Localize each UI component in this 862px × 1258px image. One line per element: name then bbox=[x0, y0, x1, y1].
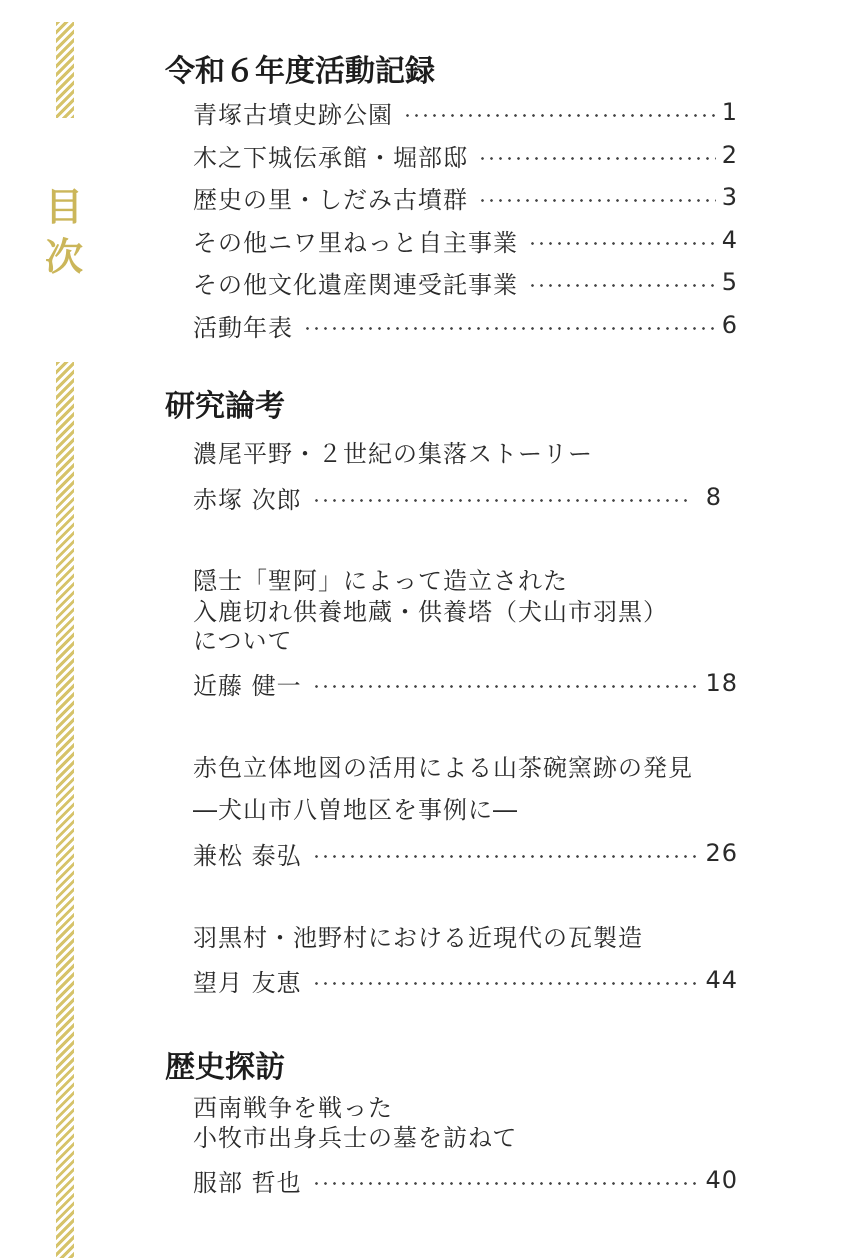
dot-leader bbox=[312, 982, 700, 985]
section-heading-activity: 令和６年度活動記録 bbox=[165, 54, 435, 89]
dot-leader bbox=[528, 284, 716, 287]
toc-label-char: 次 bbox=[44, 235, 83, 279]
toc-entry-page: 40 bbox=[705, 1166, 738, 1194]
toc-entry[interactable] bbox=[193, 838, 738, 868]
article-title: 濃尾平野・２世紀の集落ストーリー bbox=[193, 440, 593, 468]
article-title: 西南戦争を戦った bbox=[193, 1094, 393, 1122]
article-author: 服部 哲也 bbox=[193, 1168, 302, 1197]
decorative-hatch-top bbox=[56, 22, 74, 118]
section-heading-visit: 歴史探訪 bbox=[165, 1050, 285, 1085]
article-author: 赤塚 次郎 bbox=[193, 485, 302, 514]
dot-leader bbox=[528, 242, 716, 245]
article-author: 近藤 健一 bbox=[193, 671, 302, 700]
article-author: 兼松 泰弘 bbox=[193, 841, 302, 870]
dot-leader bbox=[312, 1182, 700, 1185]
toc-entry-page: 2 bbox=[721, 141, 738, 169]
dot-leader bbox=[312, 499, 688, 502]
toc-entry[interactable] bbox=[193, 97, 738, 127]
article-title: ―犬山市八曽地区を事例に― bbox=[193, 796, 518, 824]
toc-entry[interactable] bbox=[193, 310, 738, 340]
toc-entry-page: 18 bbox=[705, 669, 738, 697]
toc-entry-page: 6 bbox=[721, 311, 738, 339]
toc-side-label bbox=[40, 182, 88, 282]
toc-entry-page: 5 bbox=[721, 268, 738, 296]
dot-leader bbox=[403, 114, 716, 117]
toc-entry-page: 4 bbox=[721, 226, 738, 254]
dot-leader bbox=[312, 855, 700, 858]
article-title: 小牧市出身兵士の墓を訪ねて bbox=[193, 1124, 518, 1152]
toc-entry-page: 1 bbox=[721, 98, 738, 126]
toc-entry[interactable] bbox=[193, 965, 738, 995]
toc-entry[interactable] bbox=[193, 225, 738, 255]
toc-entry-label: その他ニワ里ねっと自主事業 bbox=[193, 228, 518, 257]
article-author: 望月 友恵 bbox=[193, 968, 302, 997]
article-title: 入鹿切れ供養地蔵・供養塔（犬山市羽黒） bbox=[193, 598, 668, 626]
dot-leader bbox=[312, 685, 700, 688]
toc-entry[interactable] bbox=[193, 182, 738, 212]
article-title: について bbox=[193, 627, 293, 655]
toc-entry[interactable] bbox=[193, 140, 738, 170]
toc-entry-page: 26 bbox=[705, 839, 738, 867]
toc-entry-page: 8 bbox=[705, 483, 722, 511]
dot-leader bbox=[303, 327, 716, 330]
decorative-hatch-bottom bbox=[56, 362, 74, 1258]
article-title: 羽黒村・池野村における近現代の瓦製造 bbox=[193, 924, 643, 952]
dot-leader bbox=[478, 157, 716, 160]
dot-leader bbox=[478, 199, 716, 202]
toc-entry[interactable] bbox=[193, 1165, 738, 1195]
article-title: 赤色立体地図の活用による山茶碗窯跡の発見 bbox=[193, 754, 693, 782]
section-heading-research: 研究論考 bbox=[165, 389, 285, 424]
toc-entry-label: 活動年表 bbox=[193, 313, 293, 342]
toc-entry-label: その他文化遺産関連受託事業 bbox=[193, 270, 518, 299]
toc-entry-label: 木之下城伝承館・堀部邸 bbox=[193, 143, 468, 172]
toc-entry-label: 青塚古墳史跡公園 bbox=[193, 100, 393, 129]
toc-entry[interactable] bbox=[193, 267, 738, 297]
toc-entry[interactable] bbox=[193, 668, 738, 698]
toc-entry-page: 3 bbox=[721, 183, 738, 211]
toc-entry-page: 44 bbox=[705, 966, 738, 994]
toc-entry-label: 歴史の里・しだみ古墳群 bbox=[193, 185, 468, 214]
toc-entry[interactable] bbox=[193, 482, 738, 512]
toc-label-char: 目 bbox=[44, 185, 83, 229]
article-title: 隠士「聖阿」によって造立された bbox=[193, 567, 568, 595]
